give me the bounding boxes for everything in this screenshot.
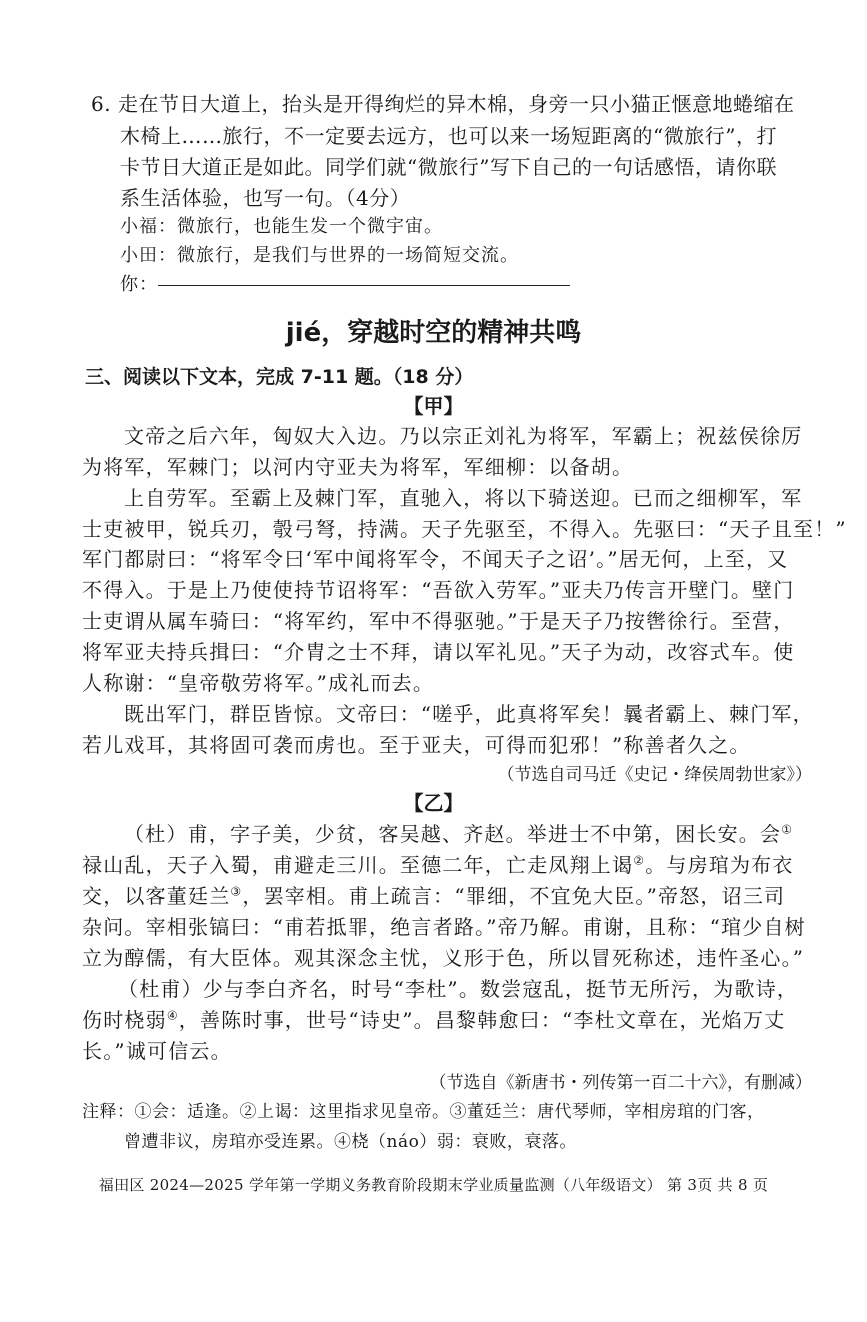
jia-line: 若儿戏耳，其将固可袭而虏也。至于亚夫，可得而犯邪！”称善者久之。 [82,733,751,757]
jia-source: （节选自司马迁《史记・绛侯周勃世家》） [497,765,812,785]
yi-line-5: 立为醇儒，有大臣体。观其深念主忧，义形于色，所以冒死称述，违忤圣心。” [82,946,805,970]
answer-blank-line[interactable] [158,285,570,286]
yi-line-8: 长。”诚可信云。 [82,1039,232,1063]
notes-line-2: 曾遭非议，房琯亦受连累。④桡（náo）弱：衰败，衰落。 [124,1132,577,1152]
section-title: jié，穿越时空的精神共鸣 [285,318,582,348]
yi-line-1: （杜）甫，字子美，少贫，客吴越、齐赵。举进士不中第，困长安。会① [124,822,794,846]
jia-line: 士吏谓从属车骑曰：“将军约，军中不得驱驰。”于是天子乃按辔徐行。至营， [82,609,795,633]
jia-line: 将军亚夫持兵揖曰：“介胄之士不拜，请以军礼见。”天子为动，改容式车。使 [82,640,795,664]
jia-line: 既出军门，群臣皆惊。文帝曰：“嗟乎，此真将军矣！曩者霸上、棘门军， [124,702,814,726]
yi-line-3: 交，以客董廷兰③，罢宰相。甫上疏言：“罪细，不宜免大臣。”帝怒，诏三司 [82,884,786,908]
jia-line: 文帝之后六年，匈奴大入边。乃以宗正刘礼为将军，军霸上；祝兹侯徐厉 [124,424,803,448]
yi-line-4: 杂问。宰相张镐曰：“甫若抵罪，绝言者路。”帝乃解。甫谢，且称：“琯少自树 [82,915,806,939]
q6-line-2: 木椅上……旅行，不一定要去远方，也可以来一场短距离的“微旅行”，打 [120,124,777,148]
footnote-marker: ④ [166,1008,179,1023]
footnote-marker: ③ [230,884,243,899]
q6-line-1: 6. 走在节日大道上，抬头是开得绚烂的异木棉，身旁一只小猫正惬意地蜷缩在 [91,92,795,116]
jia-line: 士吏被甲，锐兵刃，彀弓弩，持满。天子先驱至，不得入。先驱曰：“天子且至！” [82,517,847,541]
page-footer: 福田区 2024—2025 学年第一学期义务教育阶段期末学业质量监测（八年级语文） 第 3页 共 8 页 [98,1176,769,1194]
yi-line-2: 禄山乱，天子入蜀，甫避走三川。至德二年，亡走凤翔上谒②。与房琯为布衣 [82,853,794,877]
answer-xiaofu: 小福：微旅行，也能生发一个微宇宙。 [120,216,443,237]
yi-line-6: （杜甫）少与李白齐名，时号“李杜”。数尝寇乱，挺节无所污，为歌诗， [118,977,799,1001]
q6-line-3: 卡节日大道正是如此。同学们就“微旅行”写下自己的一句话感悟，请你联 [120,155,777,179]
text-yi-mark: 【乙】 [403,791,464,815]
section-three-heading: 三、阅读以下文本，完成 7-11 题。（18 分） [85,366,474,388]
yi-line-7: 伤时桡弱④，善陈时事，世号“诗史”。昌黎韩愈曰：“李杜文章在，光焰万丈 [82,1008,786,1032]
footnote-marker: ② [633,853,646,868]
q6-line-4: 系生活体验，也写一句。（4分） [120,186,411,210]
notes-line-1: 注释：①会：适逢。②上谒：这里指求见皇帝。③董廷兰：唐代琴师，宰相房琯的门客， [82,1102,765,1122]
yi-source: （节选自《新唐书・列传第一百二十六》，有删减） [429,1073,812,1093]
jia-line: 为将军，军棘门；以河内守亚夫为将军，军细柳：以备胡。 [82,455,634,479]
jia-line: 不得入。于是上乃使使持节诏将军：“吾欲入劳军。”亚夫乃传言开壁门。壁门 [82,578,795,602]
footnote-marker: ① [781,822,794,837]
answer-xiaotian: 小田：微旅行，是我们与世界的一场简短交流。 [120,245,519,266]
jia-line: 上自劳军。至霸上及棘门军，直驰入，将以下骑送迎。已而之细柳军，军 [124,486,803,510]
jia-line: 人称谢：“皇帝敬劳将军。”成礼而去。 [82,671,435,695]
answer-you-label: 你： [120,274,158,295]
jia-line: 军门都尉曰：“将军令曰‘军中闻将军令，不闻天子之诏’。”居无何，上至，又 [82,547,789,571]
text-jia-mark: 【甲】 [403,394,464,418]
